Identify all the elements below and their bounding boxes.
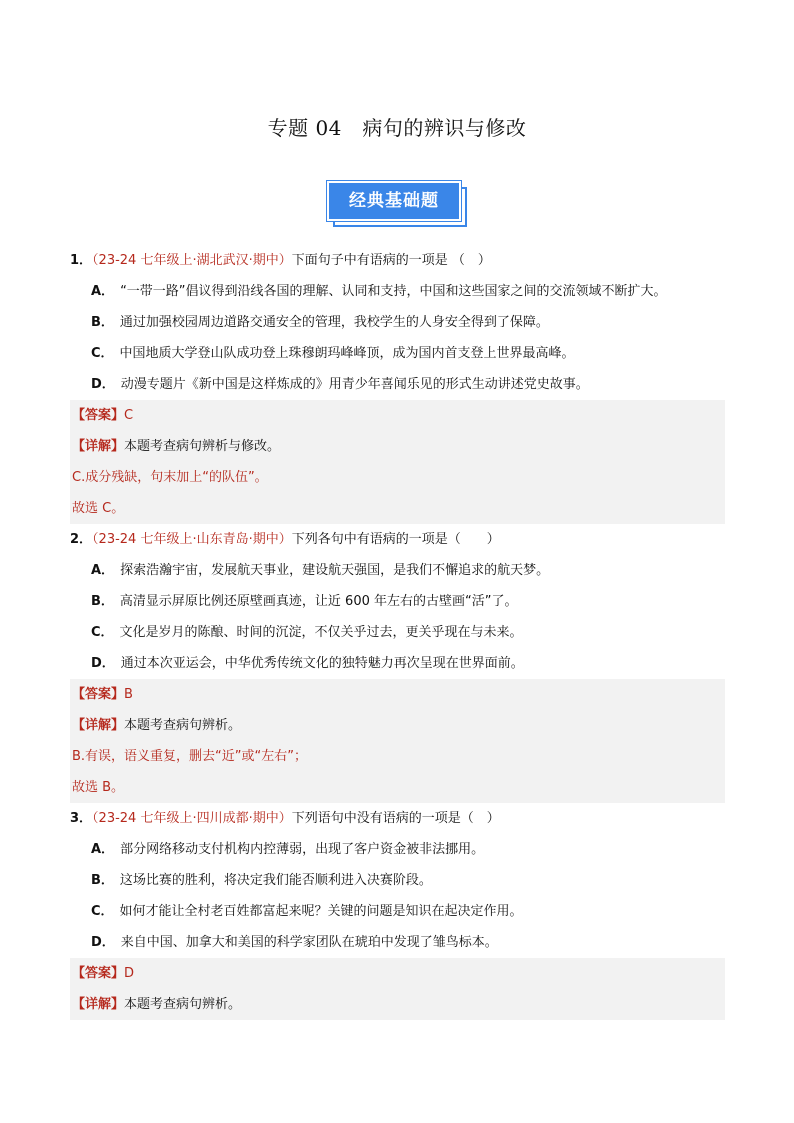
option-d <box>70 927 725 958</box>
option-text: 来自中国、加拿大和美国的科学家团队在琥珀中发现了雏鸟标本。 <box>120 935 498 950</box>
option-text: 中国地质大学登山队成功登上珠穆朗玛峰峰顶，成为国内首支登上世界最高峰。 <box>119 346 575 361</box>
option-label: B． <box>91 873 114 888</box>
option-label: B． <box>91 315 114 330</box>
option-b <box>70 586 725 617</box>
option-b <box>70 307 725 338</box>
section-badge <box>327 181 469 229</box>
option-text: 这场比赛的胜利，将决定我们能否顺利进入决赛阶段。 <box>119 873 432 888</box>
question-3-stem <box>70 803 725 834</box>
question-text: 下列语句中没有语病的一项是（ ） <box>291 811 500 826</box>
option-text: “一带一路”倡议得到沿线各国的理解、认同和支持，中国和这些国家之间的交流领域不断扩大。 <box>120 284 667 299</box>
choose-row <box>70 772 725 803</box>
option-label: C． <box>91 625 114 640</box>
question-1-stem <box>70 245 725 276</box>
answer-tag: 【答案】 <box>72 408 125 423</box>
question-source: （23-24 七年级上·山东青岛·期中） <box>92 532 292 547</box>
explain-row <box>70 462 725 493</box>
answer-row <box>70 958 725 989</box>
option-text: 通过本次亚运会，中华优秀传统文化的独特魅力再次呈现在世界面前。 <box>120 656 524 671</box>
option-text: 文化是岁月的陈酿、时间的沉淀，不仅关乎过去，更关乎现在与未来。 <box>119 625 523 640</box>
page-title: 专题 04 病句的辨识与修改 <box>267 116 527 140</box>
answer-row <box>70 400 725 431</box>
option-label: C． <box>91 904 114 919</box>
option-a <box>70 555 725 586</box>
option-label: A． <box>91 284 115 299</box>
option-label: A． <box>91 842 115 857</box>
detail-tag: 【详解】 <box>72 997 125 1012</box>
answer-row <box>70 679 725 710</box>
detail-text: 本题考查病句辨析。 <box>124 718 242 733</box>
detail-tag: 【详解】 <box>72 718 125 733</box>
question-number: 2． <box>70 532 93 547</box>
option-d <box>70 648 725 679</box>
option-a <box>70 834 725 865</box>
answer-tag: 【答案】 <box>72 966 125 981</box>
detail-text: 本题考查病句辨析。 <box>124 997 242 1012</box>
option-c <box>70 896 725 927</box>
detail-text: 本题考查病句辨析与修改。 <box>124 439 281 454</box>
detail-row <box>70 710 725 741</box>
answer-value: C <box>124 408 134 423</box>
option-label: C． <box>91 346 114 361</box>
explain-text: C.成分残缺，句末加上“的队伍”。 <box>72 470 268 485</box>
question-text: 下列各句中有语病的一项是（ ） <box>291 532 500 547</box>
detail-row <box>70 431 725 462</box>
choose-text: 故选 C。 <box>72 501 125 516</box>
option-text: 动漫专题片《新中国是这样炼成的》用青少年喜闻乐见的形式生动讲述党史故事。 <box>120 377 589 392</box>
explain-row <box>70 741 725 772</box>
option-label: B． <box>91 594 114 609</box>
option-text: 部分网络移动支付机构内控薄弱，出现了客户资金被非法挪用。 <box>120 842 485 857</box>
option-label: D． <box>91 935 115 950</box>
option-label: D． <box>91 377 115 392</box>
option-label: D． <box>91 656 115 671</box>
choose-text: 故选 B。 <box>72 780 125 795</box>
option-a <box>70 276 725 307</box>
option-b <box>70 865 725 896</box>
option-text: 高清显示屏原比例还原壁画真迹，让近 600 年左右的古壁画“活”了。 <box>119 594 518 609</box>
detail-row <box>70 989 725 1020</box>
option-d <box>70 369 725 400</box>
question-2-stem <box>70 524 725 555</box>
question-number: 3． <box>70 811 93 826</box>
detail-tag: 【详解】 <box>72 439 125 454</box>
question-source: （23-24 七年级上·湖北武汉·期中） <box>92 253 292 268</box>
question-text: 下面句子中有语病的一项是 （ ） <box>291 253 491 268</box>
option-c <box>70 617 725 648</box>
option-text: 探索浩瀚宇宙，发展航天事业，建设航天强国，是我们不懈追求的航天梦。 <box>120 563 550 578</box>
question-number: 1． <box>70 253 93 268</box>
answer-value: D <box>124 966 135 981</box>
question-list <box>70 245 725 1020</box>
explain-text: B.有误，语义重复，删去“近”或“左右”； <box>72 749 307 764</box>
option-text: 如何才能让全村老百姓都富起来呢？关键的问题是知识在起决定作用。 <box>119 904 523 919</box>
option-c <box>70 338 725 369</box>
answer-tag: 【答案】 <box>72 687 125 702</box>
question-source: （23-24 七年级上·四川成都·期中） <box>92 811 292 826</box>
option-label: A． <box>91 563 115 578</box>
answer-value: B <box>124 687 133 702</box>
badge-label: 经典基础题 <box>327 181 461 221</box>
choose-row <box>70 493 725 524</box>
option-text: 通过加强校园周边道路交通安全的管理，我校学生的人身安全得到了保障。 <box>119 315 549 330</box>
